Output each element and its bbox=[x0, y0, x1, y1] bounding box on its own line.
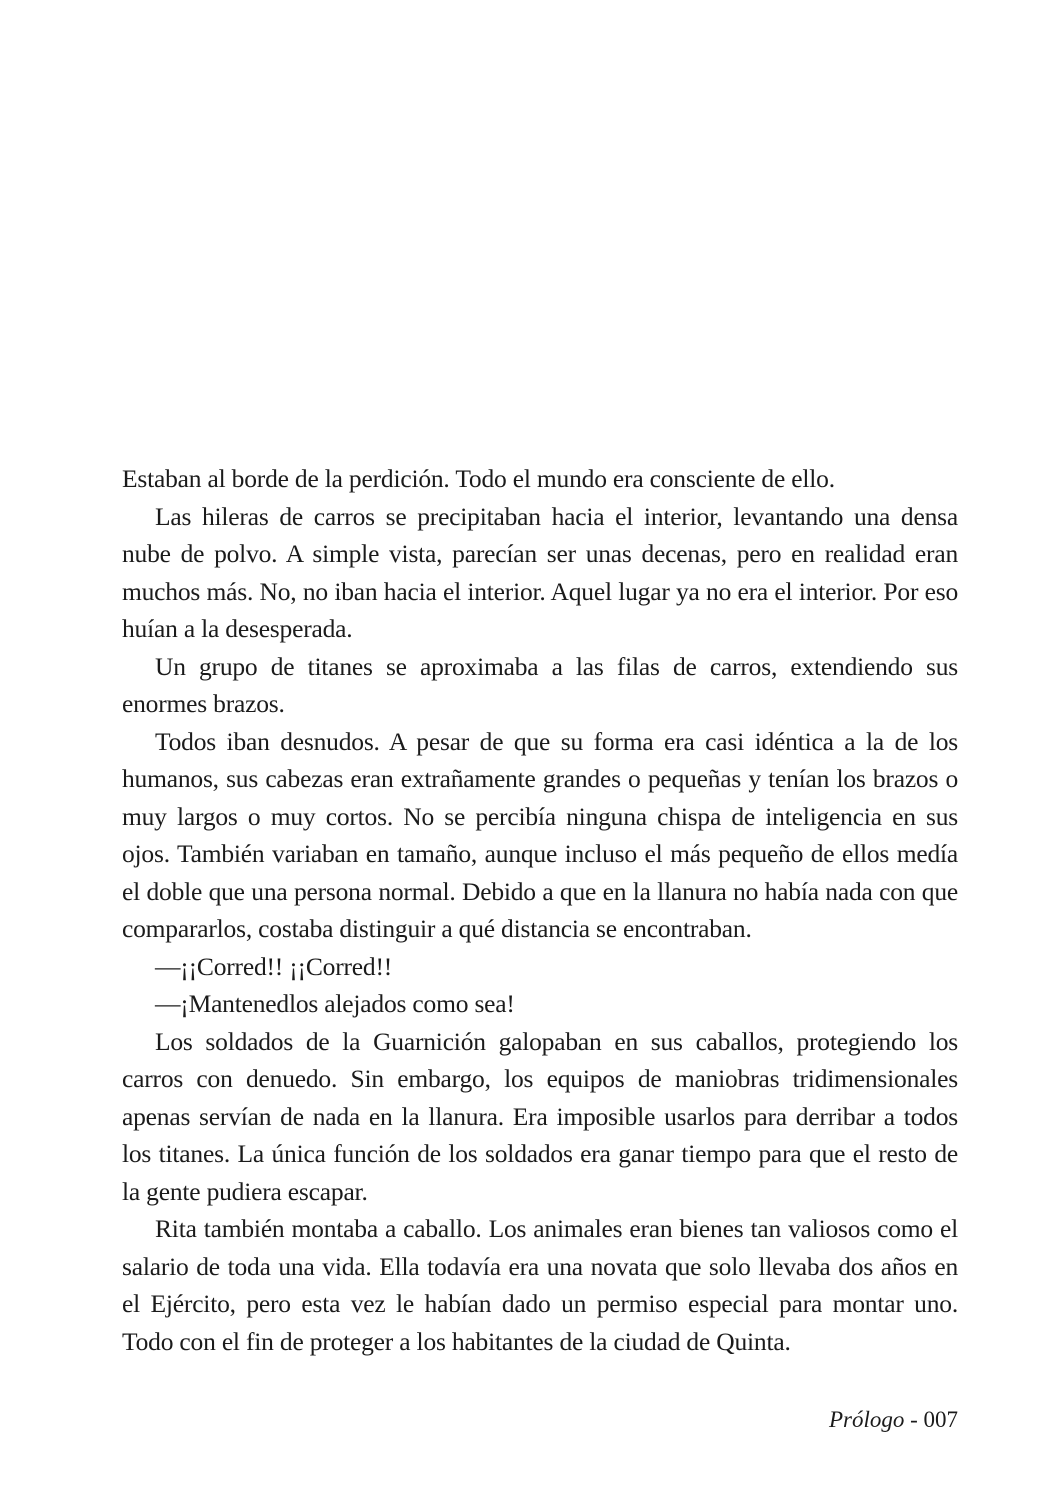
prologue-text-block bbox=[122, 460, 958, 1360]
paragraph: Los soldados de la Guarnición galopaban en sus caballos, protegiendo los carros con denuedo. Sin embargo, los equipos de maniobras tridimensionales apenas servían de nada en la llanura. Era imposible usarlos para derribar a todos los titanes. La única función de los soldados era ganar tiempo para que el resto de la gente pudiera escapar. bbox=[122, 1026, 958, 1206]
paragraph: Las hileras de carros se precipitaban hacia el interior, levantando una densa nube de polvo. A simple vista, parecían ser unas decenas, pero en realidad eran muchos más. No, no iban hacia el interior. Aquel lugar ya no era el interior. Por eso huían a la desesperada. bbox=[122, 501, 958, 643]
page-number: 007 bbox=[923, 1407, 958, 1432]
paragraph-dialogue: —¡Mantenedlos alejados como sea! bbox=[155, 989, 515, 1018]
paragraph: Todos iban desnudos. A pesar de que su forma era casi idéntica a la de los humanos, sus cabezas eran extrañamente grandes o pequeñas y tenían los brazos o muy largos o muy cortos. No se percibía ninguna chispa de inteligencia en sus ojos. También variaban en tamaño, aunque incluso el más pequeño de ellos medía el doble que una persona normal. Debido a que en la llanura no había nada con que compararlos, costaba distinguir a qué distancia se encontraban. bbox=[122, 726, 958, 943]
running-footer bbox=[122, 1406, 958, 1434]
paragraph: Estaban al borde de la perdición. Todo el mundo era consciente de ello. bbox=[122, 464, 835, 493]
paragraph: Un grupo de titanes se aproximaba a las filas de carros, extendiendo sus enormes brazos. bbox=[122, 651, 958, 718]
paragraph: Rita también montaba a caballo. Los animales eran bienes tan valiosos como el salario de toda una vida. Ella todavía era una novata que solo llevaba dos años en el Ejército, pero esta vez le habían dado un permiso especial para montar uno. Todo con el fin de proteger a los habitantes de la ciudad de Quinta. bbox=[122, 1214, 958, 1356]
paragraph-dialogue: —¡¡Corred!! ¡¡Corred!! bbox=[155, 951, 393, 981]
footer-separator: - bbox=[904, 1407, 924, 1432]
chapter-label: Prólogo bbox=[828, 1407, 905, 1432]
